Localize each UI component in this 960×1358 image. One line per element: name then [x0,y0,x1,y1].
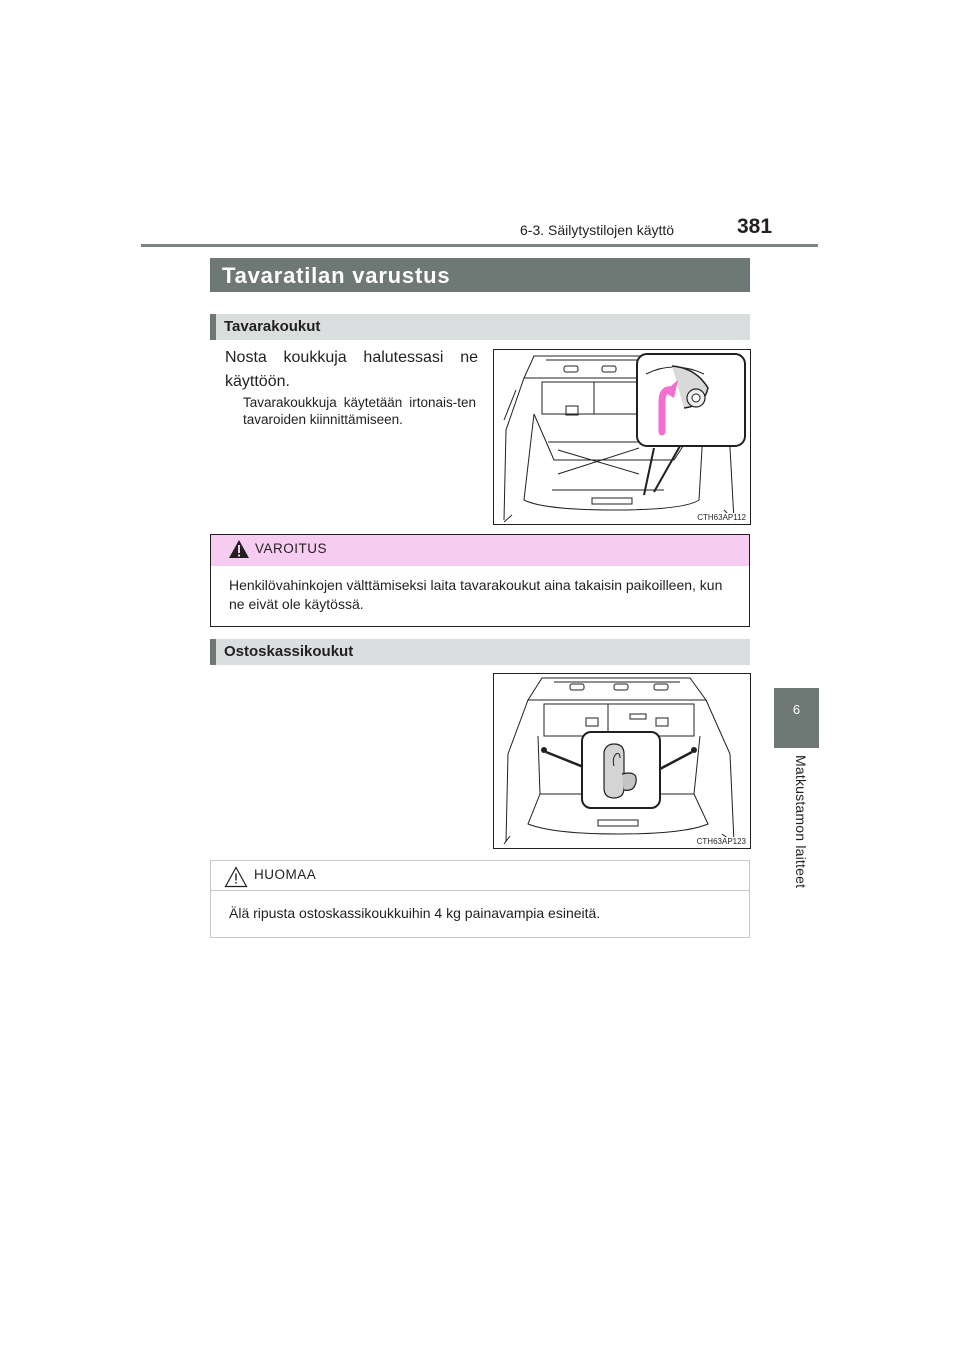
hook-icon [604,744,624,798]
chapter-tab[interactable] [774,688,819,748]
warning-triangle-icon [228,539,250,559]
page-title: Tavaratilan varustus [222,263,451,288]
figure-code: CTH63AP123 [696,837,746,846]
car-trunk-drawing [494,674,750,848]
section-heading-bar [210,639,750,665]
page-number: 381 [737,215,773,238]
header-rule [141,244,818,247]
chapter-title: Matkustamon laitteet [793,755,809,889]
cargo-hook-illustration [493,349,751,525]
warning-label: VAROITUS [255,541,328,556]
notice-label: HUOMAA [254,867,317,882]
caution-triangle-icon [224,866,248,888]
section-heading-cargo-hooks: Tavarakoukut [224,318,321,335]
section-heading-bar [210,314,750,340]
section-heading-shopping-hooks: Ostoskassikoukut [224,643,354,660]
shopping-hook-illustration [493,673,751,849]
warning-text: Henkilövahinkojen välttämiseksi laita tavarakoukut aina takaisin paikoilleen, kun ne eivät ole käytössä. [229,577,723,612]
explanation-text: Tavarakoukkuja käytetään irtonais-ten tavaroiden kiinnittämiseen. [243,395,476,427]
car-trunk-drawing [494,350,750,524]
figure-code: CTH63AP112 [697,513,746,522]
notice-divider [211,890,749,891]
page-title-bar [210,258,750,292]
instruction-text: Nosta koukkuja halutessasi ne käyttöön. [225,349,478,390]
section-breadcrumb: 6-3. Säilytystilojen käyttö [520,222,675,238]
warning-header [211,535,749,566]
chapter-number: 6 [792,702,801,717]
notice-text: Älä ripusta ostoskassikoukkuihin 4 kg painavampia esineitä. [229,905,601,921]
